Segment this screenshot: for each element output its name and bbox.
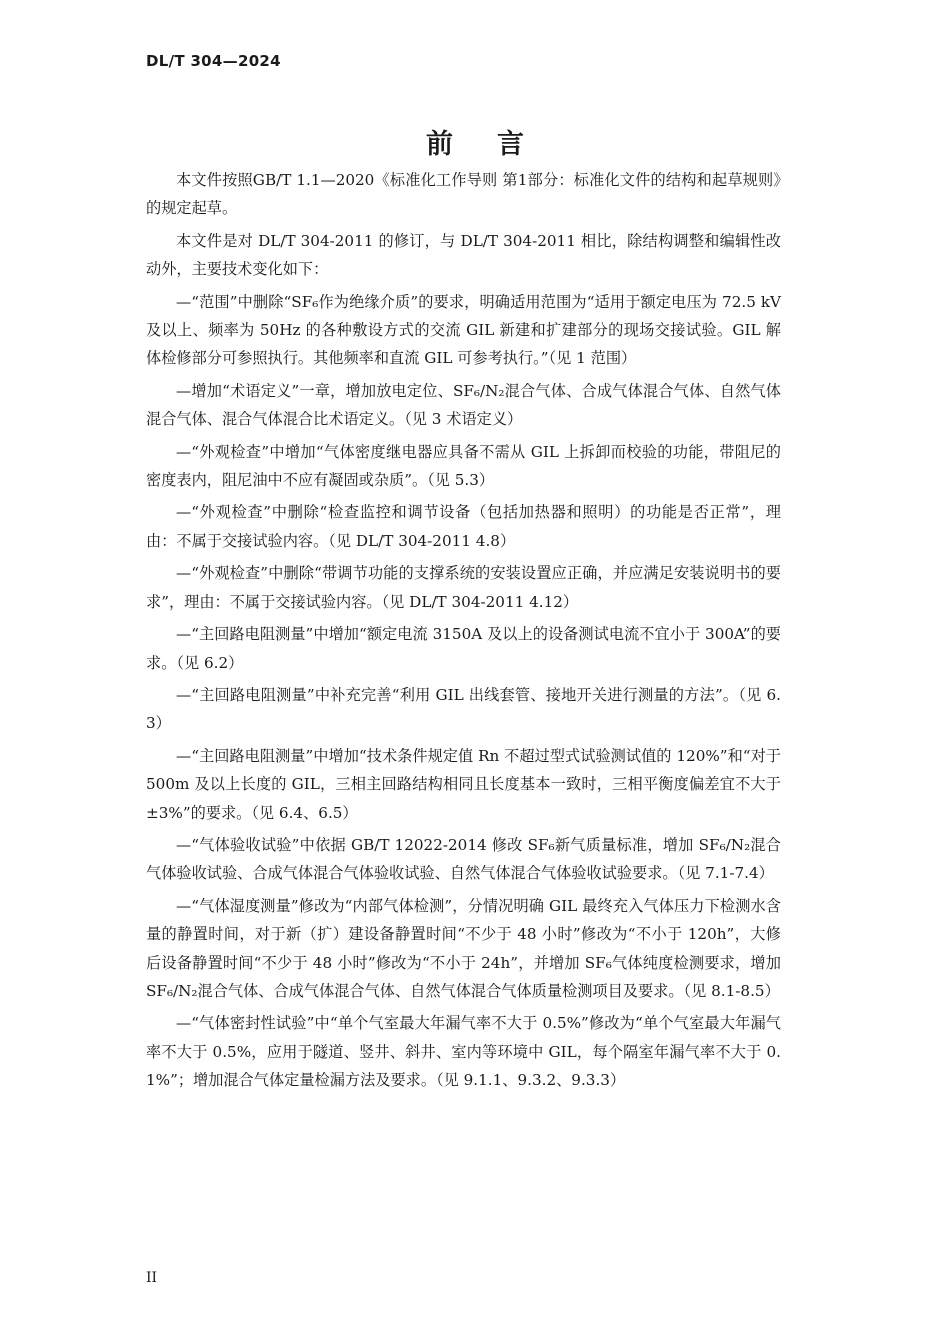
- paragraph: —“外观检查”中删除“带调节功能的支撑系统的安装设置应正确，并应满足安装说明书的要求”，理由：不属于交接试验内容。（见 DL/T 304-2011 4.12）: [146, 564, 781, 611]
- paragraph: —“气体验收试验”中依据 GB/T 12022-2014 修改 SF₆新气质量标准，增加 SF₆/N₂混合气体验收试验、合成气体混合气体验收试验、自然气体混合气体验收试验要求。（见 7.1-7.4）: [146, 835, 781, 883]
- title-char-2: 言: [497, 129, 524, 160]
- document-code: DL/T 304—2024: [146, 52, 281, 70]
- paragraph: —“主回路电阻测量”中增加“技术条件规定值 Rn 不超过型式试验测试值的 120%”和“对于 500m 及以上长度的 GIL，三相主回路结构相同且长度基本一致时，三相平衡度偏差宜不大于±3%”的要求。（见 6.4、6.5）: [146, 746, 781, 822]
- paragraph: —“外观检查”中增加“气体密度继电器应具备不需从 GIL 上拆卸而校验的功能，带阻尼的密度表内，阻尼油中不应有凝固或杂质”。（见 5.3）: [146, 442, 781, 490]
- paragraph: —增加“术语定义”一章，增加放电定位、SF₆/N₂混合气体、合成气体混合气体、自然气体混合气体、混合气体混合比术语定义。（见 3 术语定义）: [146, 381, 781, 429]
- page-number: II: [146, 1270, 158, 1286]
- foreword-body: [146, 166, 781, 1099]
- paragraph: —“主回路电阻测量”中补充完善“利用 GIL 出线套管、接地开关进行测量的方法”。（见 6.3）: [146, 685, 781, 733]
- paragraph: —“外观检查”中删除“检查监控和调节设备（包括加热器和照明）的功能是否正常”，理由：不属于交接试验内容。（见 DL/T 304-2011 4.8）: [146, 503, 781, 550]
- paragraph: 本文件是对 DL/T 304-2011 的修订，与 DL/T 304-2011 相比，除结构调整和编辑性改动外，主要技术变化如下：: [146, 231, 781, 279]
- paragraph: —“气体湿度测量”修改为“内部气体检测”，分情况明确 GIL 最终充入气体压力下检测水含量的静置时间，对于新（扩）建设备静置时间“不少于 48 小时”修改为“不小于 120h”，大修后设备静置时间“不少于 48 小时”修改为“不小于 24h”，并增加 SF₆气体纯度检测要求，增加 SF₆/N₂混合气体、合成气体混合气体、自然气体混合气体质量检测项目及要求。（见 8.1-8.5）: [146, 896, 781, 1000]
- paragraph: —“范围”中删除“SF₆作为绝缘介质”的要求，明确适用范围为“适用于额定电压为 72.5 kV 及以上、频率为 50Hz 的各种敷设方式的交流 GIL 新建和扩建部分的现场交接试验。GIL 解体检修部分可参照执行。其他频率和直流 GIL 可参考执行。”（见 1 范围）: [146, 292, 781, 368]
- paragraph: 本文件按照GB/T 1.1—2020《标准化工作导则 第1部分：标准化文件的结构和起草规则》的规定起草。: [146, 171, 781, 218]
- paragraph: —“气体密封性试验”中“单个气室最大年漏气率不大于 0.5%”修改为“单个气室最大年漏气率不大于 0.5%，应用于隧道、竖井、斜井、室内等环境中 GIL，每个隔室年漏气率不大于 0.1%”；增加混合气体定量检漏方法及要求。（见 9.1.1、9.3.2、9.3.3）: [146, 1014, 781, 1090]
- page-title: [0, 122, 950, 161]
- title-char-1: 前: [426, 129, 453, 160]
- paragraph: —“主回路电阻测量”中增加“额定电流 3150A 及以上的设备测试电流不宜小于 300A”的要求。（见 6.2）: [146, 625, 781, 672]
